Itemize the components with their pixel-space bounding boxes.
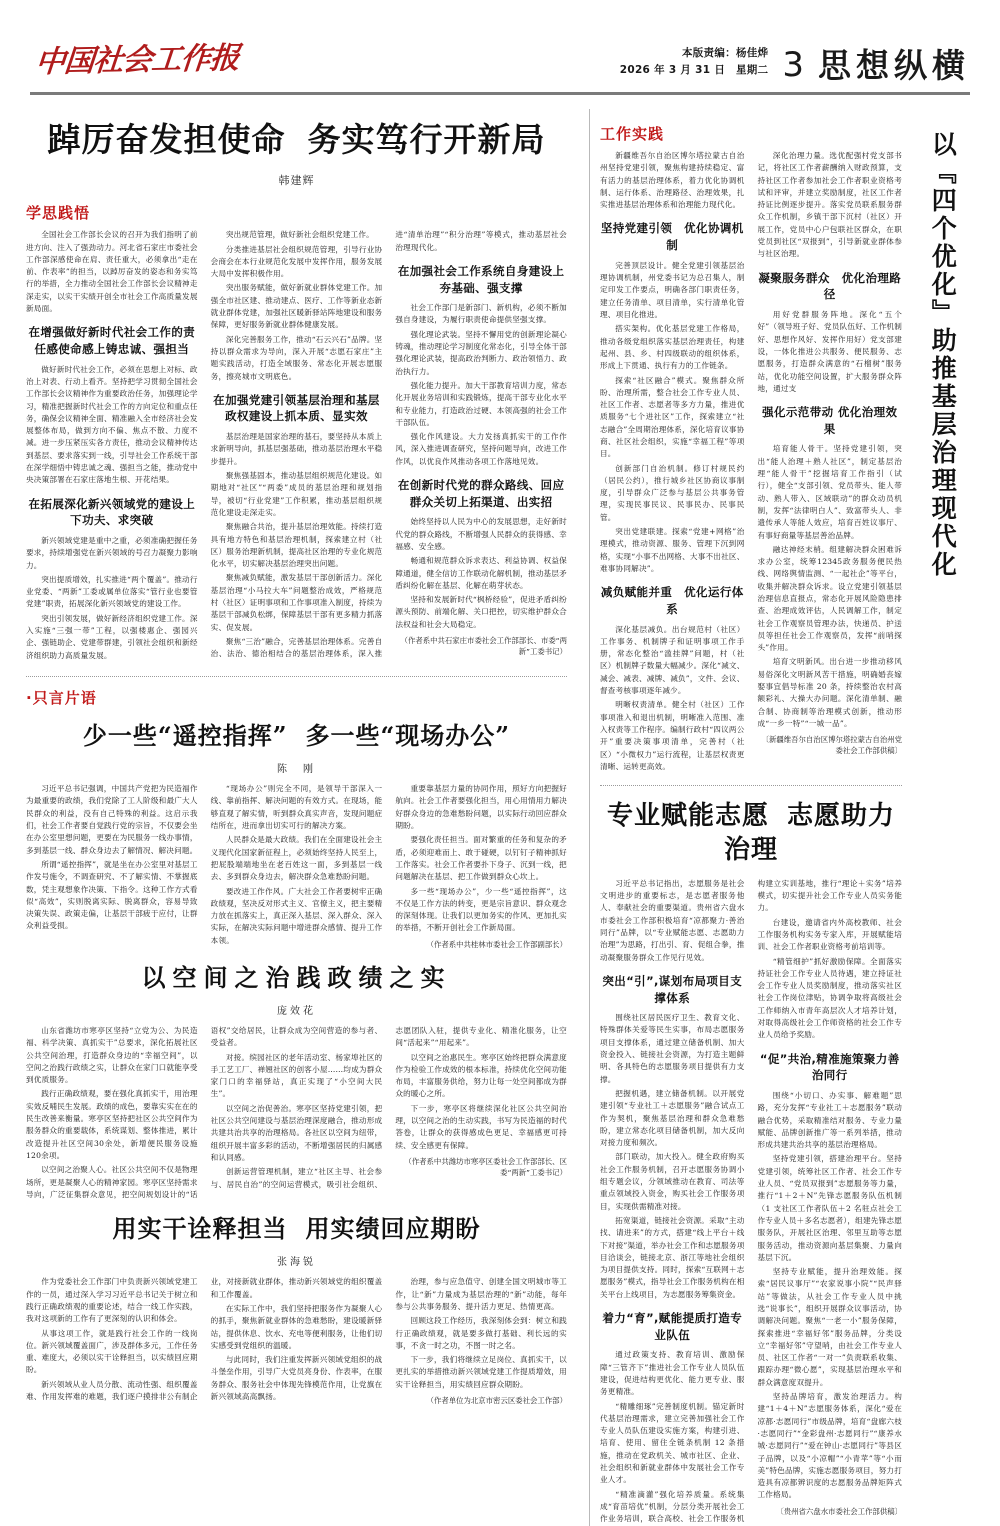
lead-sub-5: 在创新时代党的群众路线、回应群众关切上拓渠道、出实招 bbox=[397, 478, 565, 509]
snippet-para: 以空间之治聚人心。社区公共空间不仅是物理场所，更是凝聚人心的精神家园。寒亭区坚持需求导向，广泛征集群众意见，把空间规划设计的“话语权”交给居民，让群众成为空间营造的参与者、受益者。 bbox=[26, 1026, 383, 1199]
lead-para: 新兴领域党建是重中之重，必须准确把握任务要求，持续增强党在新兴领域的号召力凝聚力影响力。 bbox=[26, 535, 198, 570]
snippet-para: 治理，参与应急值守、创建全国文明城市等工作，让“新”力量成为基层治理的“新”动能，每年参与公共事务服务、提升活力更足、热情更高。 bbox=[395, 1277, 567, 1311]
snippet-body-2 bbox=[26, 1025, 567, 1201]
snippet-para: 以空间之治促善治。寒亭区坚持党建引领，把社区公共空间建设与基层治理深度融合，推动形成共建共治共享的治理格局。各社区以空间为纽带，组织开展丰富多彩的活动，不断增强居民的归属感和认同感。 bbox=[210, 1103, 383, 1162]
snippet-author-2: 庞效花 bbox=[277, 1006, 316, 1017]
practice-para: 用好党群服务阵地。深化“五个好”（领导班子好、党员队伍好、工作机制好、思想作风好、发挥作用好）党支部建设，一体化推进公共服务、便民服务、志愿服务，打造群众满意的“石榴树”服务站，优化功能空间设置，扩大服务群众阵地，通过支 bbox=[757, 310, 902, 393]
snippet-source: （作者单位为北京市密云区委社会工作部） bbox=[426, 1396, 567, 1406]
right-main-content bbox=[600, 109, 910, 1526]
snippet-para: 创新运营管理机制，建立“社区主导、社会参与、居民自治”的空间运营模式，吸引社会组织、志愿团队入驻，提供专业化、精准化服务，让空间“活起来”“用起来”。 bbox=[210, 1026, 567, 1189]
practice-para: 搭实架构。优化基层党建工作格局，推动各级党组织落实基层治理责任，构建起州、县、乡、村四级联动的组织体系，形成上下贯通、执行有力的工作链条。 bbox=[600, 324, 745, 371]
volunteer-para: 坚持专业赋能，提升治理效能。探索“居民议事厅”“农家说事小院”“民声驿站”等做法，从社会工作专业人员中挑选“说事长”，组织开展群众议事活动，协调解决问题。聚焦“一老一小”服务保障，探索推进“幸福好邻”服务品牌，分类设立“幸福好邻”守望哨，由社会工作专业人员、社区工作者“一对一”负责联系收集、跟踪办理“微心愿”，实现基层治理水平和群众满意度双提升。 bbox=[757, 1267, 902, 1387]
volunteer-body bbox=[600, 878, 902, 1526]
snippet-title-3a: 用实干诠释担当 bbox=[112, 1214, 288, 1244]
practice-sub-3: 凝聚服务群众 优化治理路径 bbox=[758, 270, 902, 302]
lead-source: （作者系中共石家庄市委社会工作部部长、市委“两新”工委书记） bbox=[400, 636, 567, 657]
lead-sub-1: 在增强做好新时代社会工作的责任感使命感上铸忠诚、强担当 bbox=[28, 325, 196, 356]
practice-intro: 新疆维吾尔自治区博尔塔拉蒙古自治州坚持党建引领，聚焦构建持续稳定、富有活力的基层治理体系，着力优化协调机制、运行体系、治理路径、治理效果，扎实推进基层治理体系和治理能力现代化。 bbox=[600, 151, 745, 210]
snippet-para: 作为党委社会工作部门中负责新兴领域党建工作的一员，通过深入学习习近平总书记关于树立和践行正确政绩观的重要论述，结合一线工作实践，我对这项新的工作有了更深刻的认识和体会。 bbox=[26, 1277, 198, 1324]
masthead-right bbox=[619, 45, 970, 85]
volunteer-title-a: 专业赋能志愿 bbox=[606, 801, 769, 832]
snippet-title-3 bbox=[26, 1213, 567, 1244]
right-section-divider bbox=[600, 785, 902, 786]
snippet-title-1a: 少一些“遥控指挥” bbox=[82, 720, 288, 750]
column-divider bbox=[589, 109, 590, 1526]
snippet-para: 以空间之治惠民生。寒亭区始终把群众满意度作为检验工作成效的根本标准，持续优化空间功能布局，丰富服务供给，努力让每一处空间都成为群众的暖心之所。 bbox=[395, 1052, 567, 1099]
practice-body bbox=[600, 150, 902, 773]
snippet-para: 践行正确政绩观，要在强化真抓实干，用治理实效反哺民生发展。政绩的成色，要靠实实在在的民生改善来衡量。寒亭区坚持把社区公共空间作为服务群众的重要载体，系统谋划、整体推进，累计改造提升社区空间30余处，新增便民服务设施120余项。 bbox=[26, 1089, 198, 1160]
right-column bbox=[600, 109, 974, 1526]
snippet-source: （作者系中共桂林市委社会工作部副部长） bbox=[426, 939, 567, 949]
lead-para: 坚持和发展新时代“枫桥经验”，促进矛盾纠纷源头预防、前端化解、关口把控，切实维护群众合法权益和社会大局稳定。 bbox=[395, 595, 567, 629]
lead-para: 强化理论武装。坚持不懈用党的创新理论凝心铸魂，推动理论学习制度化常态化，引导全体干部强化理论武装，提高政治判断力、政治领悟力、政治执行力。 bbox=[395, 329, 567, 376]
lead-para: 基层治理是国家治理的基石，要坚持从本质上求新明导向，抓基层强基础，推动基层治理水平稳步提升。 bbox=[210, 432, 383, 466]
lead-headline-part-a: 踔厉奋发担使命 bbox=[47, 120, 286, 159]
snippet-para: 下一步，我们将继续立足岗位、真抓实干，以更扎实的举措推动新兴领域党建工作提质增效，用实干诠释担当，用实绩回应群众期盼。 bbox=[395, 1355, 567, 1389]
snippet-title-1b: 多一些“现场办公” bbox=[305, 720, 511, 750]
practice-para: 创新部门自治机制。修订村规民约（居民公约），推行城乡社区协商议事制度，引导群众广泛参与基层公共事务管理，实现民事民议、民事民办、民事民管。 bbox=[600, 463, 745, 522]
lead-para: 突出规范管理，做好新社会组织党建工作。 bbox=[225, 230, 374, 240]
lead-sub-3: 在加强党建引领基层治理和基层政权建设上抓本质、显实效 bbox=[213, 392, 380, 424]
practice-para: 培育文明新风。出台进一步推动移风易俗深化文明新风苦干措施，明确婚丧嫁娶事宜倡导标准 20 条，持续整治农村高额彩礼、大操大办问题。深化清单制、融合制、协商制等治理模式创新，推动形成“一乡一特”“一城一品”。 bbox=[757, 657, 902, 728]
lead-kicker: 学思践悟 bbox=[26, 204, 91, 223]
snippet-para: 从事这项工作，就是践行社会工作的一线岗位。新兴领域覆盖面广，涉及群体多元，工作任务重、难度大，必须以实干诠释担当，以实绩回应期盼。 bbox=[26, 1328, 198, 1375]
volunteer-para: “精准滴灌”强化培养质量。系统集成“育苗培优”机制，分层分类开展社会工作业务培训，联合高校、社会工作服务机构建立实训基地，推行“理论＋实务”培养模式，切实提升社会工作专业人员实务能力。 bbox=[600, 878, 902, 1524]
lead-headline bbox=[26, 119, 567, 160]
volunteer-intro-left: 习近平总书记指出，志愿服务是社会文明进步的重要标志，是志愿者服务他人、奉献社会的重要渠道。贵州省六盘水市委社会工作部积极培育“凉都聚力·善治同行”品牌，以“专业赋能志愿、志愿助力治理”为思路，打出引、育、促组合拳，推动凝聚服务群众工作见行见效。 bbox=[600, 878, 745, 962]
left-column bbox=[26, 109, 579, 1526]
snippet-para: 所谓“遥控指挥”，就是坐在办公室里对基层工作发号施令，不调查研究、不了解实情、不掌握底数，凭主观想象作决策、下指令。这种工作方式看似“高效”，实则脱离实际、脱离群众，容易导致决策失误、政策走偏，让基层干部疲于应付，让群众利益受损。 bbox=[26, 859, 198, 931]
practice-sub-2: 减负赋能并重 优化运行体系 bbox=[600, 585, 744, 616]
snippet-author-1: 陈 刚 bbox=[277, 764, 316, 776]
practice-kicker: 工作实践 bbox=[600, 125, 665, 143]
lead-sub-2: 在拓展深化新兴领域党的建设上下功夫、求突破 bbox=[28, 496, 196, 528]
snippet-body-3 bbox=[26, 1276, 567, 1406]
snippet-para: 多一些“现场办公”，少一些“遥控指挥”，这不仅是工作方法的转变，更是宗旨意识、群众观念的深刻体现。让我们以更加务实的作风、更加扎实的举措，不断开创社会工作新局面。 bbox=[395, 886, 567, 933]
snippet-author-3: 张海锐 bbox=[277, 1257, 316, 1269]
snippet-para: 与此同时，我们注重发挥新兴领域党组织的战斗堡垒作用，引导广大党员亮身份、作表率，在服务群众、服务社会中体现先锋模范作用，让党旗在新兴领域高高飘扬。 bbox=[210, 1355, 383, 1402]
lead-para: 社会工作部门是新部门、新机构，必须不断加强自身建设，为履行职责使命提供坚强支撑。 bbox=[395, 303, 567, 325]
volunteer-title-b: 志愿助力治理 bbox=[723, 801, 896, 865]
lead-headline-part-b: 务实笃行开新局 bbox=[307, 120, 546, 159]
volunteer-para: 围绕社区居民医疗卫生、教育文化、特殊群体关爱等民生实事，布局志愿服务项目支撑体系，通过建立储备机制、加大资金投入、链接社会资源，为打造主题鲜明、各具特色的志愿服务项目提供有力支撑。 bbox=[600, 1013, 745, 1084]
volunteer-para: 通过政策支持、教育培训、激励保障“三管齐下”推进社会工作专业人员队伍建设，促进结构更优化、能力更专业、服务更精准。 bbox=[600, 1350, 745, 1397]
volunteer-intro-right2: “精管细护”抓好激励保障。全面落实持证社会工作专业人员待遇，建立持证社会工作专业人员奖励制度，推动落实社区社会工作岗位津贴，协调争取将高级社会工作师纳入市青年高层次人才培养计划，对取得高级社会工作师资格的社会工作专业人员给予奖励。 bbox=[757, 956, 902, 1040]
snippet-source: （作者系中共潍坊市寒亭区委社会工作部部长、区委“两新”工委书记） bbox=[404, 1156, 567, 1178]
volunteer-sub-1: 突出“引”,谋划布局项目支撑体系 bbox=[602, 973, 743, 1005]
masthead-meta bbox=[620, 45, 769, 82]
vertical-title-column bbox=[910, 109, 974, 1526]
date-line: 2026 年 3 月 31 日 星期二 bbox=[619, 63, 769, 76]
practice-para: 突出党建联建。探索“党建+网格”治理模式，推动资源、服务、管理下沉到网格，实现“小事不出网格、大事不出社区、难事协同解决”。 bbox=[600, 527, 745, 573]
masthead-rule bbox=[30, 92, 970, 95]
lead-intro: 全国社会工作部长会议的召开为我们指明了前进方向、注入了强劲动力。河北省石家庄市委社会工作部深感使命在肩、责任重大，必须拿出“走在前、作表率”的担当，以踔厉奋发的姿态和务实笃行的举措，全力推动全国社会工作部长会议精神走深走实，以实干实绩开创全市社会工作高质量发展新局面。 bbox=[26, 230, 198, 314]
editor-line: 本版责编：杨佳烨 bbox=[681, 47, 769, 60]
lead-para: 聚焦“三治”融合，完善基层治理体系。完善自治、法治、德治相结合的基层治理体系，深入推进“清单治理”“积分治理”等模式，推动基层社会治理现代化。 bbox=[210, 230, 567, 659]
practice-para: 培育能人骨干。坚持党建引领，突出“能人治理＋熟人社区”，制定基层治理“能人骨干”挖掘培育工作指引（试行），健全“支部引领、党员带头、能人带动、熟人带入、区域联动”的群众动员机制，发挥“法律明白人”、致富带头人、非遗传承人等能人效应，培育百姓议事厅、有事好商量等基层善治品牌。 bbox=[757, 444, 902, 540]
masthead bbox=[26, 0, 974, 88]
lead-sub-4: 在加强社会工作系统自身建设上夯基础、强支撑 bbox=[397, 263, 565, 295]
snippet-para: “现场办公”则完全不同，是领导干部深入一线、靠前指挥、解决问题的有效方式。在现场，能够直观了解实情，听到群众真实声音，发现问题症结所在，进而拿出切实可行的解决方案。 bbox=[210, 784, 383, 831]
volunteer-intro-right: 台建设，邀请省内外高校教师、社会工作服务机构实务专家入库，开展赋能培训、社会工作者职业资格考前培训等。 bbox=[757, 917, 902, 952]
practice-para: 融达神经末梢。组建解决群众困难诉求办公室，统筹12345政务服务便民热线、网络舆情监测、“一起社企”等平台，收集并解决群众诉求。设立党建引领基层治理信息直报点，常态化开展风险隐患排查、治理成效评估，人民调解工作，制定社会工作观察员管理办法，快递员、护送员等担任社会工作观察员，发挥“前哨探头”作用。 bbox=[757, 544, 902, 653]
snippet-para: 新兴领域从业人员分散、流动性强、组织覆盖难、作用发挥难的难题，我们逐户摸排非公有制企业，对接新就业群体，推动新兴领域党的组织覆盖和工作覆盖。 bbox=[26, 1277, 383, 1402]
lead-para: 突出提质增效，扎实推进“两个覆盖”。推动行业党委、“两新”工委或属单位落实“管行业也要管党建”职责，拓展深化新兴领域党的建设工作。 bbox=[26, 574, 198, 609]
section-divider bbox=[26, 676, 567, 677]
volunteer-para: 坚持党建引领，搭建治理平台。坚持党建引领，统筹社区工作者、社会工作专业人员、“党员双报到”志愿服务等力量，推行“1＋2＋N”先锋志愿服务队伍机制（1 支社区工作者队伍＋2 名驻点社会工作专业人员＋多名志愿者），组建先锋志愿服务队，开展社区治理、邻里互助等志愿服务活动，推动资源向基层集聚、力量向基层下沉。 bbox=[757, 1154, 902, 1262]
snippet-para: 重要靠基层力量的协同作用，照好方向把握好航向。社会工作者要强化担当，用心用情用力解决好群众身边的急难愁盼问题，以实际行动回应群众期盼。 bbox=[395, 784, 567, 831]
snippet-para: 下一步，寒亭区将继续深化社区公共空间治理，以空间之治的生动实践，书写为民造福的时代答卷，让群众的获得感成色更足、幸福感更可持续、安全感更有保障。 bbox=[395, 1103, 567, 1150]
lead-author: 韩建辉 bbox=[278, 174, 315, 188]
lead-para: 突出服务赋能，做好新就业群体党建工作。加强全市社区建、推动建点、医疗、工作等新业态新就业群体党建，加强社区暖新驿站阵地建设和服务保障，更好服务新就业群体健康发展。 bbox=[210, 283, 383, 330]
practice-source: 〔新疆维吾尔自治区博尔塔拉蒙古自治州党委社会工作部供稿〕 bbox=[761, 735, 902, 756]
snippet-para: 山东省潍坊市寒亭区坚持“立党为公、为民造福、科学决策、真抓实干”总要求，深化拓展社区公共空间治理，打造群众身边的“幸福空间”，以空间之治践行政绩之实，让群众在家门口就能享受到优质服务。 bbox=[26, 1026, 198, 1085]
lead-para: 做好新时代社会工作，必须在思想上对标、政治上对表、行动上看齐。坚持把学习贯彻全国社会工作部长会议精神作为重要政治任务，加强理论学习，精准把握新时代社会工作的方向定位和重点任务，确保会议精神全面、精准融入全市经济社会发展整体布局，做到方向不偏、焦点不散、力度不减。进一步压紧压实各方责任，推动会议精神传达到基层、要求落实到一线，引导社会工作系统干部在深学细悟中铸忠诚之魂、强担当之能，推动党中央决策部署在石家庄落地生根、开花结果。 bbox=[26, 364, 198, 485]
snippet-para: 人民群众是最大政绩。我们在全面建设社会主义现代化国家新征程上，必须始终坚持人民至上，把屁股端端地坐在老百姓这一面，多到基层一线去、多到群众身边去，解决群众急难愁盼问题。 bbox=[210, 835, 383, 882]
lead-para: 强化作风建设。大力发扬真抓实干的工作作风，深入推进调查研究，坚持问题导向，改进工作作风，以优良作风推动各项工作落地见效。 bbox=[395, 432, 567, 466]
practice-sub-4: 强化示范带动 优化治理效果 bbox=[762, 405, 898, 436]
volunteer-sub-2: 着力“育”,赋能提质打造专业队伍 bbox=[602, 1311, 743, 1342]
lead-para: 突出引领发展，做好新经济组织党建工作。深入实施“三强一带”工程，以强楼惠企、强园兴企、强链助企、党建带群建，引领社会组织和新经济组织助力高质量发展。 bbox=[26, 613, 198, 660]
newspaper-logo-text: 中国社会工作报 bbox=[33, 40, 241, 80]
snippet-body-1 bbox=[26, 783, 567, 950]
snippet-title-2: 以空间之治践政绩之实 bbox=[141, 962, 452, 992]
practice-para: 明晰权责清单。健全村（社区）工作事项准入和退出机制，明晰准入范围、准入权责等工作程序。编制行政村“四议两公开”重要决策事项清单，完善村（社区）“小微权力”运行流程，让基层权责更清晰、运转更高效。 bbox=[600, 700, 745, 771]
volunteer-para: 拓宽渠道，链接社会资源。采取“主动找、请进来”的方式，搭建“线上平台＋线下对接”渠道，举办社会工作和志愿服务项目洽谈会，链接北京、浙江等地社会组织为项目提供支持。同时，探索“互联网＋志愿服务”模式，指导社会工作服务机构在相关平台上线项目，为志愿服务筹集资金。 bbox=[600, 1215, 745, 1299]
snippet-title-1 bbox=[26, 720, 567, 751]
practice-para: 深化基层减负。出台规范村（社区）工作事务、机制牌子和证明事项工作手册，常态化整治“滥挂牌”问题，村（社区）机制牌子数量大幅减少。深化“减文、减会、减表、减牌、减负”，文件、会议、督查考核事项逐年减少。 bbox=[600, 624, 745, 696]
practice-para: 深化治理力量。选优配强村党支部书记，将社区工作者薪酬纳入财政预算，支持社区工作者参加社会工作者职业资格考试和评审，并建立奖励制度，社区工作者持证比例逐步提升。落实党员联系服务群众工作机制，乡镇干部下沉村（社区）开展工作，党员中心户包联社区群众，在职党员到社区“双报到”，引导新就业群体参与社区治理。 bbox=[757, 151, 902, 259]
page-number: 3 bbox=[782, 45, 804, 85]
newspaper-logo bbox=[30, 28, 330, 82]
volunteer-para: 部门联动，加大投入。健全政府购买社会工作服务机制，召开志愿服务协调小组专题会议，分领域推动在教育、司法等重点领域投入资金，购买社会工作服务项目，实现供需精准对接。 bbox=[600, 1152, 745, 1211]
snippet-para: 对接。缤园社区的老年活动室、杨家埠社区的手工艺工厂、禅翘社区的创客小屋……均成为群众家门口的幸福驿站，真正实现了“小空间大民生”。 bbox=[210, 1052, 383, 1099]
volunteer-para: “精雕细琢”完善制度机制。锚定新时代基层治理需求，建立完善加强社会工作专业人员队伍建设实施方案，构建引进、培育、使用、留住全链条机制 12 条措施，推动在党政机关、城市社区、企业、社会组织和新就业群体中发展社会工作专业人才。 bbox=[600, 1401, 745, 1485]
volunteer-title bbox=[600, 800, 902, 868]
snippets-kicker: ·只言片语 bbox=[26, 688, 97, 707]
lead-para: 强化能力提升。加大干部教育培训力度，常态化开展业务培训和实践锻炼，提高干部专业化水平和专业能力，打造政治过硬、本领高强的社会工作干部队伍。 bbox=[395, 380, 567, 427]
practice-sub-1: 坚持党建引领 优化协调机制 bbox=[600, 221, 744, 253]
volunteer-para: 坚持品牌培育，激发治理活力。构建“1＋4＋N”志愿服务体系，深化“爱在凉都·志愿同行”市级品牌，培育“盘廊六枝·志愿同行”“金彩盘州·志愿同行”“康养水城·志愿同行”“爱在钟山·志愿同行”等县区子品牌，以及“小凉帽”“小青苹”等“小而美”特色品牌，实施志愿服务项目，努力打造具有凉都辨识度的志愿服务品牌矩阵式工作格局。 bbox=[757, 1392, 902, 1500]
snippet-para: 习近平总书记强调，中国共产党把为民造福作为最重要的政绩，我们党除了工人阶级和最广大人民群众的利益，没有自己特殊的利益。这启示我们，社会工作者要自觉践行党的宗旨，不仅要会坐在办公室里想问题，更要在为民服务一线办事情，多到基层一线、群众身边去了解情况、解决问题。 bbox=[26, 784, 198, 855]
volunteer-sub-3: “促”共治,精准施策聚力善治同行 bbox=[759, 1051, 900, 1083]
snippet-para: 要强化责任担当。面对繁重的任务和复杂的矛盾，必须迎难而上、敢于碰硬，以钉钉子精神抓好工作落实。社会工作者要扑下身子、沉到一线，把问题解决在基层、把工作做到群众心坎上。 bbox=[395, 835, 567, 882]
practice-vertical-title: 以『四个优化』助推基层治理现代化 bbox=[928, 131, 958, 579]
volunteer-source: 〔贵州省六盘水市委社会工作部供稿〕 bbox=[776, 1506, 902, 1516]
lead-para: 始终坚持以人民为中心的发展思想，走好新时代党的群众路线，不断增强人民群众的获得感、幸福感、安全感。 bbox=[395, 517, 567, 551]
lead-para: 聚焦融合共治，提升基层治理效能。持续打造具有地方特色和基层治理机制，探索建立村（社区）服务治理新机制，提高社区治理的专业化规范化水平，切实解决基层治理突出问题。 bbox=[210, 522, 383, 569]
lead-para: 深化完善服务工作，推动“石云兴石”品牌。坚持以群众需求为导向，深入开展“志愿石家庄”主题实践活动，打造全域服务、常态化开展志愿服务，擦亮城市文明底色。 bbox=[210, 334, 383, 381]
lead-para: 畅通和规范群众诉求表达、利益协调、权益保障通道，健全信访工作联动化解机制，推动基层矛盾纠纷化解在基层、化解在萌芽状态。 bbox=[395, 556, 567, 590]
snippet-para: 回顾这段工作经历，我深刻体会到：树立和践行正确政绩观，就是要多做打基础、利长远的实事，不贪一时之功，不图一时之名。 bbox=[395, 1316, 567, 1350]
volunteer-para: 把握机遇，建立储备机制。以开展党建引领“专业社工＋志愿服务”融合试点工作为契机，聚焦基层治理和群众急难愁盼，建立常态化项目储备机制，加大反向对接力度和频次。 bbox=[600, 1088, 745, 1148]
lead-para: 分类推进基层社会组织规范管理，引导行业协会商会在本行业规范化发展中发挥作用，服务发展大局中发挥积极作用。 bbox=[210, 244, 383, 279]
practice-para: 完善顶层设计。健全党建引领基层治理协调机制，州党委书记为总召集人，制定印发工作要点，明确各部门职责任务，建立任务清单、项目清单，实行清单化管理、项目化推进。 bbox=[600, 260, 745, 320]
practice-para: 探索“社区融合”模式。聚焦群众所盼、治理所需，整合社会工作专业人员、社区工作者、志愿者等多方力量，推进优质服务“七个进社区”工作，探索建立“社志融合”全周期治理体系，深化培育议事协商、社区社会组织，实施“幸福工程”等项目。 bbox=[600, 375, 745, 459]
section-name: 思想纵横 bbox=[818, 46, 970, 85]
page-body bbox=[26, 109, 974, 1526]
volunteer-para: 围绕“小切口、办实事、解难题”思路，充分发挥“专业社工＋志愿服务”联动融合优势，采取精准结对服务、专业力量赋能、品牌创新推广等一系列举措，推动形成共建共治共享的基层治理格局。 bbox=[757, 1090, 902, 1150]
lead-para: 聚焦减负赋能，激发基层干部创新活力。深化基层治理“小马拉大车”问题整治成效，严格规范村（社区）证明事项和工作事项准入制度，持续为基层干部减负松绑，保障基层干部有更多精力抓落实、促发展。 bbox=[210, 573, 383, 632]
snippet-para: 在实际工作中，我们坚持把服务作为凝聚人心的抓手，聚焦新就业群体的急难愁盼，建设暖新驿站，提供休息、饮水、充电等便利服务，让他们切实感受到党组织的温暖。 bbox=[210, 1303, 383, 1350]
snippet-para: 要改进工作作风。广大社会工作者要树牢正确政绩观，坚决反对形式主义、官僚主义，把主要精力放在抓落实上，真正深入基层、深入群众、深入实际，在解决实际问题中增进群众感情、提升工作本领。 bbox=[210, 886, 383, 945]
snippet-title-3b: 用实绩回应期盼 bbox=[305, 1214, 481, 1244]
lead-body bbox=[26, 229, 567, 662]
lead-para: 聚焦强基固本，推动基层组织规范化建设。如期地对“社区”“两委”成员的基层治理和规划指导，被切“行业党建”工作积累，推动基层组织规范化建设走深走实。 bbox=[210, 471, 383, 517]
